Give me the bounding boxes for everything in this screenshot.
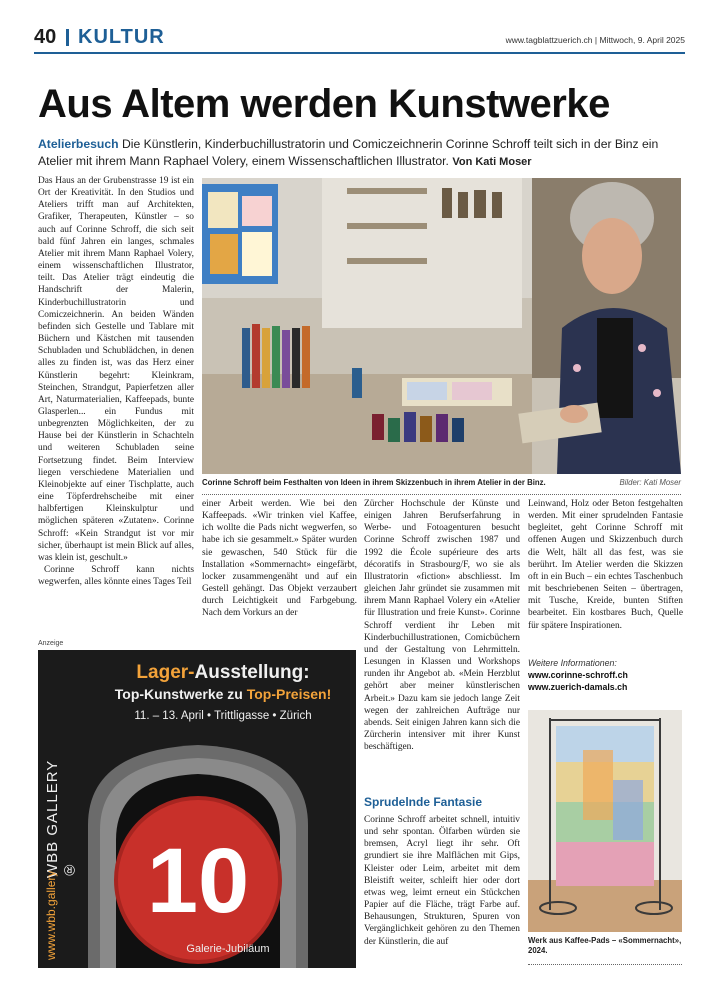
atelier-photo-illustration [202,178,681,474]
text-column-3 [364,498,520,753]
ad-title-part-b: Ausstellung: [194,662,310,683]
header-meta: www.tagblattzuerich.ch | Mittwoch, 9. April 2025 [505,35,685,45]
ad-caption: Galerie-Jubiläum [186,943,270,955]
info-link-corinne-schroff[interactable]: www.corinne-schroff.ch [528,670,628,680]
section-title: KULTUR [78,26,165,48]
text-column-2 [202,498,357,620]
text-column-3b [364,814,520,948]
photo-caption-text: Corinne Schroff beim Festhalten von Ideen in ihrem Skizzenbuch in ihrem Atelier in der Binz. [202,478,546,487]
paragraph: Corinne Schroff arbeitet schnell, intuitiv und sehr spontan. Ölfarben würden sie bremsen, Acryl liegt ihr sehr. Oft grundiert sie ihre Malflächen mit Gips, Kleister oder Leim, arbeitet mit dem Bleistift weiter, schleift hier oder dort etwas weg, leimt erneut ein Stückchen Papier auf die Fläche, trägt Farbe auf. Behausungen, Strukturen, Spuren von Vergänglichkeit gehören zu den Themen der Künstlerin, die auf [364,815,520,947]
artwork-caption: Werk aus Kaffee-Pads – «Sommernacht», 2024. [528,936,682,955]
paragraph: Corinne Schroff kann nichts wegwerfen, alles könnte eines Tages Teil [38,565,194,588]
ad-subtitle [98,686,348,702]
paragraph: Leinwand, Holz oder Beton festgehalten werden. Mit einer sprudelnden Fantasie begleitet, geht Corinne Schroff mit offenen Augen und Skizzenbuch durch die Welt, hält all das fest, was sie berührt. Im Atelier werden die Skizzen oft in ein Buch – ein echtes Taschenbuch mit beschriebenen Seiten – übertragen, mit Tusche, Kreide, bunten Stiften bearbeitet. Ein kostbares Buch, Quelle für spätere Inspirationen. [528,499,683,631]
photo-credit: Bilder: Kati Moser [619,478,681,487]
ad-label: Anzeige [38,640,64,647]
ad-number: 10 [146,830,250,932]
paragraph: Das Haus an der Grubenstrasse 19 ist ein Ort der Kreativität. In den Studios und Ateliers trifft man auf Architekten, Grafiker, Therapeuten, Künstler – so auch auf Corinne Schroff, die sich seit bald fünf Jahren ein langes, schmales Atelier mit ihrem Mann Raphael Volery, einem wissenschaftlichen Illustrator, teilt. Das Atelier trägt eindeutig die Handschrift der Malerin, Kinderbuchillustratorin und Comiczeichnerin. An beiden Wänden befinden sich Gestelle und Tablare mit Büchern und Kästchen mit tausenden Schubladen und Schublädchen, in denen alles zu finden ist, was das Herz einer Künstlerin begehrt: Kleinkram, Steinchen, Strandgut, Papierfetzen aller Art, Naturmaterialien, Kaffeepads, bunte Glasperlen... ein Fundus mit unbegrenzten Möglichkeiten, der zu Hause bei der Künstlerin in Schachteln und weiteren Schubladen seine Fortsetzung findet. Beim Interview liegen verschiedene Materialien und Kleinobjekte auf einer Tischplatte, auch eine Töpferdrehscheibe mit einer halbfertigen Kleinskulptur und möglichen späteren «Zutaten». Corinne Schroff: «Kein Strandgut ist vor mir sicher, überhaupt ist mein Blick auf alles, was klein ist, geschult.» [38,176,194,563]
subheading: Sprudelnde Fantasie [364,795,483,809]
divider [202,494,681,495]
text-column-1 [38,175,194,588]
lead-author: Von Kati Moser [452,156,532,168]
ad-title [98,662,348,684]
artwork-photo [528,710,682,932]
ad-subtitle-part-a: Top-Kunstwerke zu [114,686,247,702]
ad-date: 11. – 13. April • Trittligasse • Zürich [134,710,312,722]
advertisement[interactable] [38,650,356,968]
info-label: Weitere Informationen: [528,658,617,668]
info-link-zuerich-damals[interactable]: www.zuerich-damals.ch [528,682,628,692]
divider [528,964,682,965]
page-number: 40 [34,26,57,48]
coffee-pad-artwork-illustration [528,710,682,932]
lead-kicker: Atelierbesuch [38,137,119,151]
paragraph: Zürcher Hochschule der Künste und einigen Jahren Berufserfahrung in Werbe- und Fotoagenturen besucht Corinne Schroff zwischen 1987 und 1992 die École supérieure des arts décoratifs in Strasbourg/F, wo sie als Illustratorin «fiction» abschliesst. Im gleichen Jahr gründet sie zusammen mit ihrem Mann Raphael Volery ein «Atelier für Illustration und freie Kunst». Corinne Schroff verdient ihr Leben mit Kinderbuchillustrationen, Comicbüchern und der Gestaltung von Lehrmitteln. Lesungen in Klassen und Workshops runden ihr Angebot ab. «Mein Herzblut gehört aber meiner künstlerischen Arbeit.» Dazu kam sie jedoch lange Zeit wegen der zahlreichen Aufträge nur abends. Seit einigen Jahren kann sich die Zürcherin intensiver mit ihrer Kunst beschäftigen. [364,499,520,753]
text-column-4 [528,498,683,632]
header-divider [66,29,69,46]
article-headline: Aus Altem werden Kunstwerke [38,82,610,126]
ad-title-part-a: Lager- [136,662,195,683]
photo-caption [202,478,681,492]
ad-brand: WBB GALLERY ® [44,760,78,878]
main-photo [202,178,681,474]
ad-subtitle-part-b: Top-Preisen! [246,686,332,702]
ad-url[interactable]: www.wbb.gallery [44,870,58,960]
paragraph: einer Arbeit werden. Wie bei den Kaffeepads. «Wir trinken viel Kaffee, ich wollte die Pads nicht wegwerfen, so habe ich sie gesammelt.» Später wurden sie gewaschen, 540 Stück für die Installation «Sommernacht» eingefärbt, locker zusammengenäht und auf ein Gestell gehängt. Das Objekt verzaubert durch Leichtigkeit und Farbgebung. Nach dem Vorkurs an der [202,499,357,619]
further-info [528,657,683,693]
article-lead [38,136,686,171]
page-header [34,26,685,54]
lead-text: Die Künstlerin, Kinderbuchillustratorin und Comiczeichnerin Corinne Schroff teilt sich in der Binz ein Atelier mit ihrem Mann Raphael Volery, einem Wissenschaftlichen Illustrator. [38,137,659,168]
